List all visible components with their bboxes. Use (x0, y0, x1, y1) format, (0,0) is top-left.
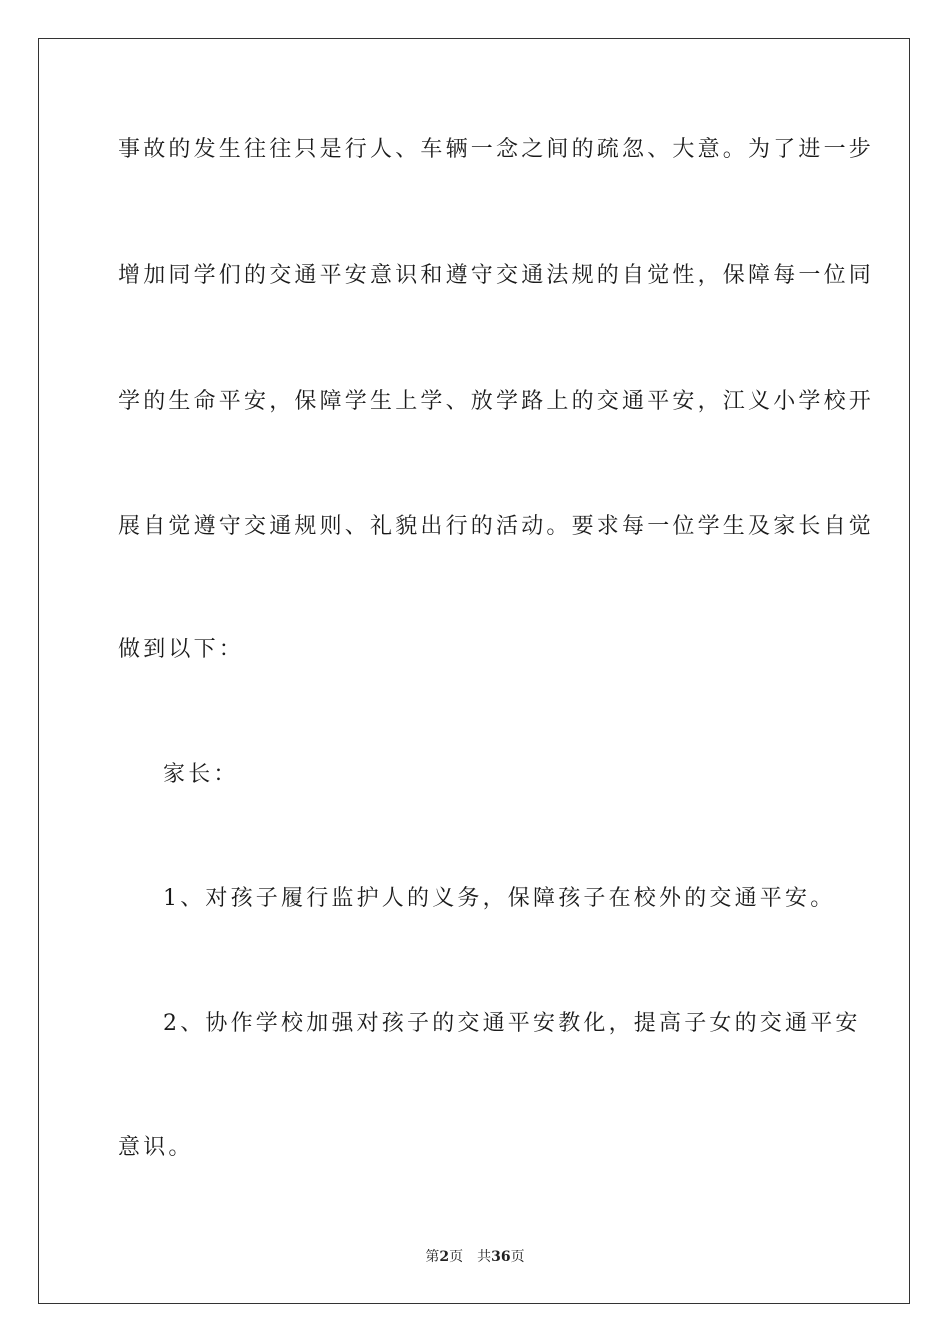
footer-total-pages: 36 (491, 1249, 511, 1265)
paragraph-line-4: 展自觉遵守交通规则、礼貌出行的活动。要求每一位学生及家长自觉 (118, 514, 875, 539)
footer-page-number: 2 (439, 1249, 450, 1265)
footer-total-suffix: 页 (510, 1249, 525, 1265)
paragraph-line-1: 事故的发生往往只是行人、车辆一念之间的疏忽、大意。为了进一步 (118, 137, 875, 162)
footer-total-prefix: 共 (477, 1249, 492, 1265)
section-heading-parents: 家长： (163, 762, 239, 787)
footer-page-prefix: 第 (425, 1249, 440, 1265)
paragraph-line-5: 做到以下： (118, 637, 245, 662)
page-border (38, 38, 910, 1304)
list-item-2-continuation: 意识。 (118, 1135, 194, 1160)
paragraph-line-2: 增加同学们的交通平安意识和遵守交通法规的自觉性，保障每一位同 (118, 263, 875, 288)
footer-page-suffix: 页 (449, 1249, 464, 1265)
paragraph-line-3: 学的生命平安，保障学生上学、放学路上的交通平安，江义小学校开 (118, 389, 875, 414)
page-footer (0, 1248, 950, 1266)
list-item-2: 2、协作学校加强对孩子的交通平安教化，提高子女的交通平安 (163, 1011, 861, 1036)
list-item-1: 1、对孩子履行监护人的义务，保障孩子在校外的交通平安。 (163, 886, 836, 911)
